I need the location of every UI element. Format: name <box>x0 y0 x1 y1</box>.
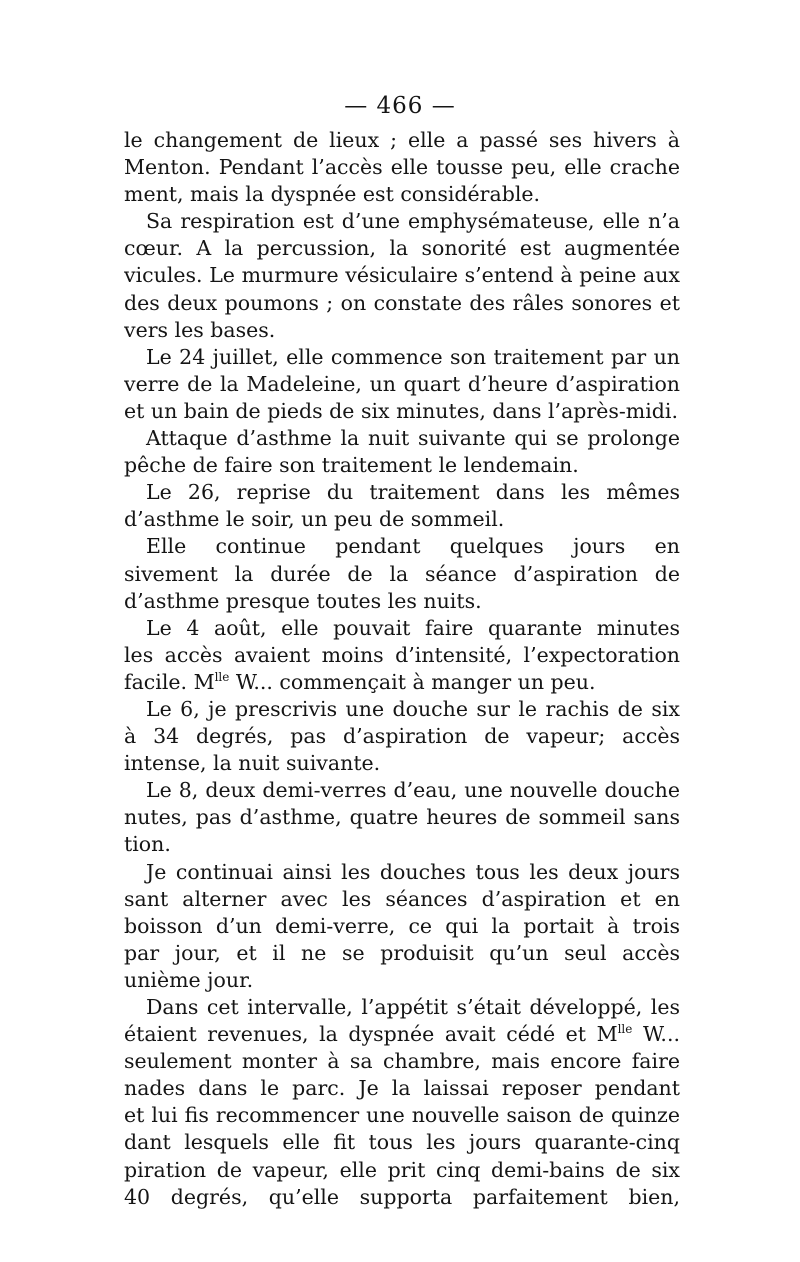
text-line: Attaque d’asthme la nuit suivante qui se prolonge <box>146 426 680 451</box>
superscript: lle <box>214 669 230 684</box>
text-line: Le 4 août, elle pouvait faire quarante minutes <box>146 615 680 640</box>
text-line: d’asthme presque toutes les nuits. <box>124 588 482 613</box>
text-line: vicules. Le murmure vésiculaire s’entend à peine aux <box>124 263 680 288</box>
text-line: nades dans le parc. Je la laissai reposer pendant <box>124 1076 680 1101</box>
text-line: vers les bases. <box>124 317 276 342</box>
text-fragment: étaient revenues, la dyspnée avait cédé et M <box>124 1022 618 1047</box>
text-line: Je continuai ainsi les douches tous les deux jours <box>146 859 680 884</box>
text-line: Le 24 juillet, elle commence son traitement par un <box>146 344 680 369</box>
text-line: intense, la nuit suivante. <box>124 751 381 776</box>
text-line: tion. <box>124 832 171 857</box>
text-line: seulement monter à sa chambre, mais encore faire <box>124 1049 680 1074</box>
text-line: et un bain de pieds de six minutes, dans l’après-midi. <box>124 398 678 423</box>
text-line: dant lesquels elle fit tous les jours quarante-cinq <box>124 1130 680 1155</box>
text-line: cœur. A la percussion, la sonorité est augmentée <box>124 236 680 261</box>
body-text <box>124 127 680 1211</box>
text-fragment: facile. M <box>124 669 215 694</box>
text-line: les accès avaient moins d’intensité, l’expectoration <box>124 642 680 667</box>
text-line: le changement de lieux ; elle a passé ses hivers à <box>124 128 680 152</box>
text-line: boisson d’un demi-verre, ce qui la portait à trois <box>124 913 680 938</box>
text-fragment: W... commençait à manger un peu. <box>229 669 596 694</box>
text-line: ment, mais la dyspnée est considérable. <box>124 182 541 207</box>
text-line: sivement la durée de la séance d’aspiration de <box>124 561 680 586</box>
text-line: d’asthme le soir, un peu de sommeil. <box>124 507 505 532</box>
text-line: 40 degrés, qu’elle supporta parfaitement bien, <box>124 1184 680 1209</box>
text-line: Sa respiration est d’une emphysémateuse, elle n’a <box>146 209 680 234</box>
text-line: piration de vapeur, elle prit cinq demi-bains de six <box>124 1157 680 1182</box>
text-line: Le 26, reprise du traitement dans les mêmes <box>146 480 680 505</box>
text-line: par jour, et il ne se produisit qu’un seul accès <box>124 940 680 965</box>
page-number: — 466 — <box>344 93 456 119</box>
text-line: des deux poumons ; on constate des râles sonores et <box>124 290 680 315</box>
text-line: verre de la Madeleine, un quart d’heure d’aspiration <box>124 371 680 396</box>
text-line: pêche de faire son traitement le lendemain. <box>124 453 579 478</box>
text-line: Dans cet intervalle, l’appétit s’était développé, les <box>146 995 680 1019</box>
text-line: Menton. Pendant l’accès elle tousse peu, elle crache <box>124 155 680 180</box>
text-line <box>124 1021 680 1048</box>
text-fragment: W... <box>642 1022 680 1047</box>
text-line <box>124 669 680 696</box>
text-line: à 34 degrés, pas d’aspiration de vapeur; accès <box>124 724 680 749</box>
text-line: Le 8, deux demi-verres d’eau, une nouvelle douche <box>146 778 680 803</box>
superscript: lle <box>617 1022 633 1037</box>
text-line: sant alterner avec les séances d’aspiration et en <box>124 886 680 911</box>
text-line: et lui fis recommencer une nouvelle saison de quinze <box>124 1103 680 1128</box>
text-line: Elle continue pendant quelques jours en <box>146 534 680 559</box>
text-line: nutes, pas d’asthme, quatre heures de sommeil sans <box>124 805 680 830</box>
text-line: unième jour. <box>124 967 254 992</box>
text-line: Le 6, je prescrivis une douche sur le rachis de six <box>146 696 680 721</box>
